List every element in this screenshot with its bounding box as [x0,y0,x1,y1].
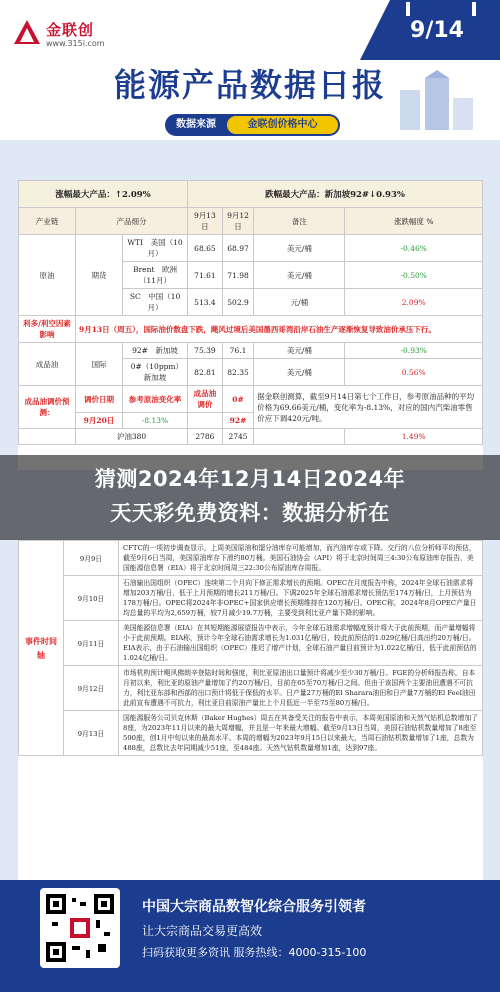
logo [12,18,122,54]
g92-d13: 75.39 [188,343,223,359]
page-indicator [360,0,500,60]
adj-label: 成品油调价 [188,386,223,413]
product-wti: WTI 美国（10月） [123,235,188,262]
price-table-container [18,180,483,470]
brent-d13: 71.61 [188,262,223,289]
event-date: 9月13日 [64,711,119,756]
brent-change: -0.50% [345,262,483,289]
sc-d12: 502.9 [222,289,254,316]
event-date: 9月12日 [64,666,119,711]
sc-change: 2.09% [345,289,483,316]
col-change: 涨跌幅度 % [345,208,483,235]
event-date: 9月11日 [64,621,119,666]
g0-d12: 82.35 [222,359,254,386]
hidden-unit [254,429,345,445]
qr-code-icon [46,894,114,962]
g0-d13: 82.81 [188,359,223,386]
brent-unit: 美元/桶 [254,262,345,289]
col-sub: 产品细分 [76,208,188,235]
banner-line-1: 猜测2024年12月14日2024年 [94,467,406,491]
wti-unit: 美元/桶 [254,235,345,262]
g92-change: -0.93% [345,343,483,359]
crude-note-row [19,316,483,343]
qr-code[interactable] [40,888,120,968]
building-illustration-icon [395,70,480,135]
event-text: 美国能源信息署（EIA）在其短期能源展望报告中表示，今年全球石油需求增幅度预计将大于此前预期，而产量增幅将小于此前预期。EIA称，预计今年全球石油需求增长为1.031亿桶/日，较此前预估的1.029亿桶/日高出约20万桶/日。EIA表示，由于石油输出国组织（OPEC）推迟了增产计划，全球石油产量目前预计为1.022亿桶/日，低于此前预估的1.024亿桶/日。 [119,621,483,666]
summary-row [19,181,483,208]
event-date: 9月10日 [64,576,119,621]
chain-crude: 原油 [19,235,76,316]
col-note: 备注 [254,208,345,235]
hidden-d12: 2745 [222,429,254,445]
event-table [18,540,483,756]
gasoline-label: 92# [222,413,254,429]
logo-name: 金联创 [46,21,95,39]
data-source-label: 数据来源 [176,119,216,130]
g92-d12: 76.1 [222,343,254,359]
wti-d12: 68.97 [222,235,254,262]
table-row [19,343,483,359]
adj-date-label: 调价日期 [76,386,123,413]
event-row [19,576,483,621]
g92-unit: 美元/桶 [254,343,345,359]
col-d13: 9月13日 [188,208,223,235]
page-number: 9/14 [410,18,464,43]
banner-line-2: 天天彩免费资料：数据分析在 [110,501,390,525]
table-row [19,235,483,262]
sub-futures: 期货 [76,235,123,316]
sc-d13: 513.4 [188,289,223,316]
note-label: 利多/利空因素影响 [19,316,76,343]
data-source [165,114,340,136]
product-0: 0#（10ppm） 新加坡 [123,359,188,386]
logo-icon [12,18,42,48]
event-row [19,541,483,576]
ref-rate-label: 参考原油变化率 [123,386,188,413]
page-title: 能源产品数据日报 [113,66,386,104]
forecast-label: 成品油调价预测： [19,386,76,429]
sub-intl: 国际 [76,343,123,386]
hidden-d13: 2786 [188,429,223,445]
event-date: 9月9日 [64,541,119,576]
event-row [19,621,483,666]
data-source-value: 金联创价格中心 [227,116,338,134]
event-row [19,666,483,711]
diesel-label: 0# [222,386,254,413]
col-d12: 9月12日 [222,208,254,235]
forecast-row [19,386,483,413]
event-text: 市场机构预计飓风佛朗辛登陆时间和强度，利比亚原油出口量预计将减少至少30万桶/日。FGE的分析师报告称，自本月初以来，利比亚的原油产量增加了约20万桶/日，目前在65至70万桶/日之间。但由于该国两个主要油田遭遇不可抗力，利比亚东部和西部的出口预计将低于保低的水平。日产量27万桶的El Sharara油田和日产量7万桶的El Feel油田此前宣布遭遇不可抗力，利比亚目前原油产量比上个月低近一半至75至80万桶/日。 [119,666,483,711]
price-table [18,180,483,445]
forecast-rate: -8.13% [123,413,188,429]
max-down-summary: 跌幅最大产品：新加坡92#↓0.93% [188,181,483,208]
max-up-summary: 涨幅最大产品：↑2.09% [19,181,188,208]
hidden-product: 沪油380 [76,429,188,445]
event-text: 国能源服务公司贝克休斯（Baker Hughes）周五在其备受关注的报告中表示，本周美国原油和天然气钻机总数增加了8座，为2023年11月以来的最大周增幅，并且是一年来最大增幅。截至9月13日当周，美国石油钻机数量增加了8座至590座，创1月中旬以来的最高水平。本周的增幅为2023年9月15日以来最大，当周石油钻机数量增加了1座，总数为488座，总数比去年同期减少51座，至484座。天然气钻机数量增加1座，达到97座。 [119,711,483,756]
event-row [19,711,483,756]
overlay-banner [0,455,500,540]
wti-d13: 68.65 [188,235,223,262]
table-row [19,429,483,445]
event-text: CFTC的一项初步调查显示，上周美国原油和馏分油库存可能增加，而汽油库存或下降。交行的八位分析师平均预估，截至9月6日当周，美国原油库存下滑约80万桶。美国石油协会（API）将于北京时间周三4:30公布原油库存报告，美国能源信息署（EIA）将于北京时间周三22:30公布原油库存周报。 [119,541,483,576]
note-text: 9月13日（周五），国际油价数盘下跌，飓风过境后美国墨西哥湾沿岸石油生产逐渐恢复导致油价承压下行。 [76,316,483,343]
chain-refined: 成品油 [19,343,76,386]
forecast-text: 据金联创测算，截至9月14日第七个工作日，参考原油品种的平均价格为69.66美元/桶，变化率为-8.13%，对应的国内汽柴油零售价应下调420元/吨。 [254,386,483,429]
col-chain: 产业链 [19,208,76,235]
hidden-change: 1.49% [345,429,483,445]
product-92: 92# 新加坡 [123,343,188,359]
brent-d12: 71.98 [222,262,254,289]
footer [0,880,500,992]
logo-url: www.315i.com [46,39,105,48]
hidden-chain [19,429,76,445]
footer-hotline: 扫码获取更多资讯 服务热线：4000-315-100 [142,946,367,959]
sc-unit: 元/桶 [254,289,345,316]
event-category: 事件时间轴 [19,541,64,756]
table-header [19,208,483,235]
footer-tagline: 让大宗商品交易更高效 [142,924,263,938]
forecast-date: 9月20日 [76,413,123,429]
forecast-empty [188,413,223,429]
g0-unit: 美元/桶 [254,359,345,386]
header [0,0,500,140]
event-text: 石油输出国组织（OPEC）连续第二个月向下修正需求增长的预期。OPEC在月度报告中称，2024年全球石油需求将增加203万桶/日，低于上月预期的增长211万桶/日。下调2025年全球石油需求增长预估至174万桶/日，上月预估为178万桶/日。OPEC将2024年非OPEC+国家供应增长预期维持在120万桶/日。OPEC称，2024年8月OPEC产量日均总量的平均为2,659万桶，较7月减少19.7万桶，主要受到利比亚产量下降的影响。 [119,576,483,621]
product-sc: SC 中国（10月） [123,289,188,316]
footer-slogan: 中国大宗商品数智化综合服务引领者 [142,899,366,915]
wti-change: -0.46% [345,235,483,262]
g0-change: 0.56% [345,359,483,386]
event-timeline [18,540,483,880]
product-brent: Brent 欧洲（11月） [123,262,188,289]
